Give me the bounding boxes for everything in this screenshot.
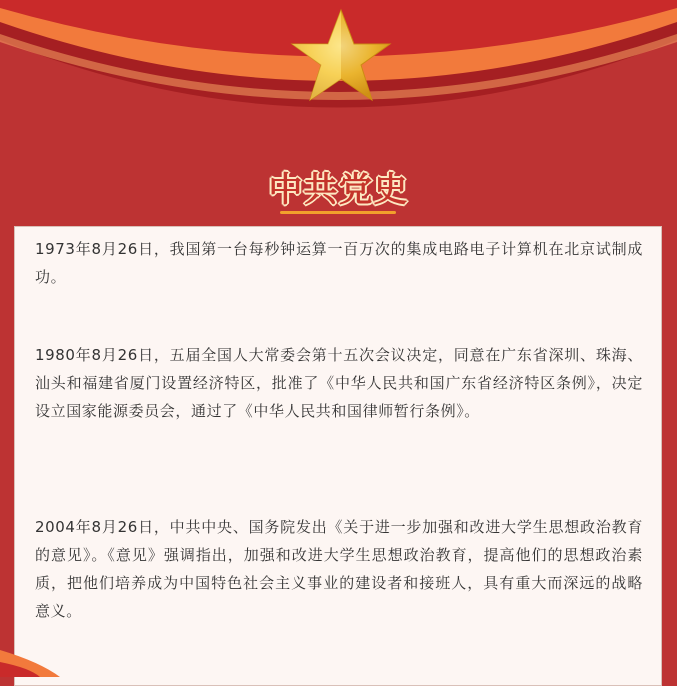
title-underline bbox=[280, 211, 396, 214]
history-paragraph-1973: 1973年8月26日，我国第一台每秒钟运算一百万次的集成电路电子计算机在北京试制成功。 bbox=[35, 240, 643, 286]
page-title: 中共党史 bbox=[268, 170, 409, 210]
content-card bbox=[14, 226, 662, 686]
history-paragraph-1980: 1980年8月26日，五届全国人大常委会第十五次会议决定，同意在广东省深圳、珠海、汕头和福建省厦门设置经济特区，批准了《中华人民共和国广东省经济特区条例》，决定设立国家能源委员会，通过了《中华人民共和国律师暂行条例》。 bbox=[35, 346, 643, 420]
history-paragraph-2004: 2004年8月26日，中共中央、国务院发出《关于进一步加强和改进大学生思想政治教育的意见》。《意见》强调指出，加强和改进大学生思想政治教育，提高他们的思想政治素质，把他们培养成为中国特色社会主义事业的建设者和接班人，具有重大而深远的战略意义。 bbox=[35, 518, 643, 620]
